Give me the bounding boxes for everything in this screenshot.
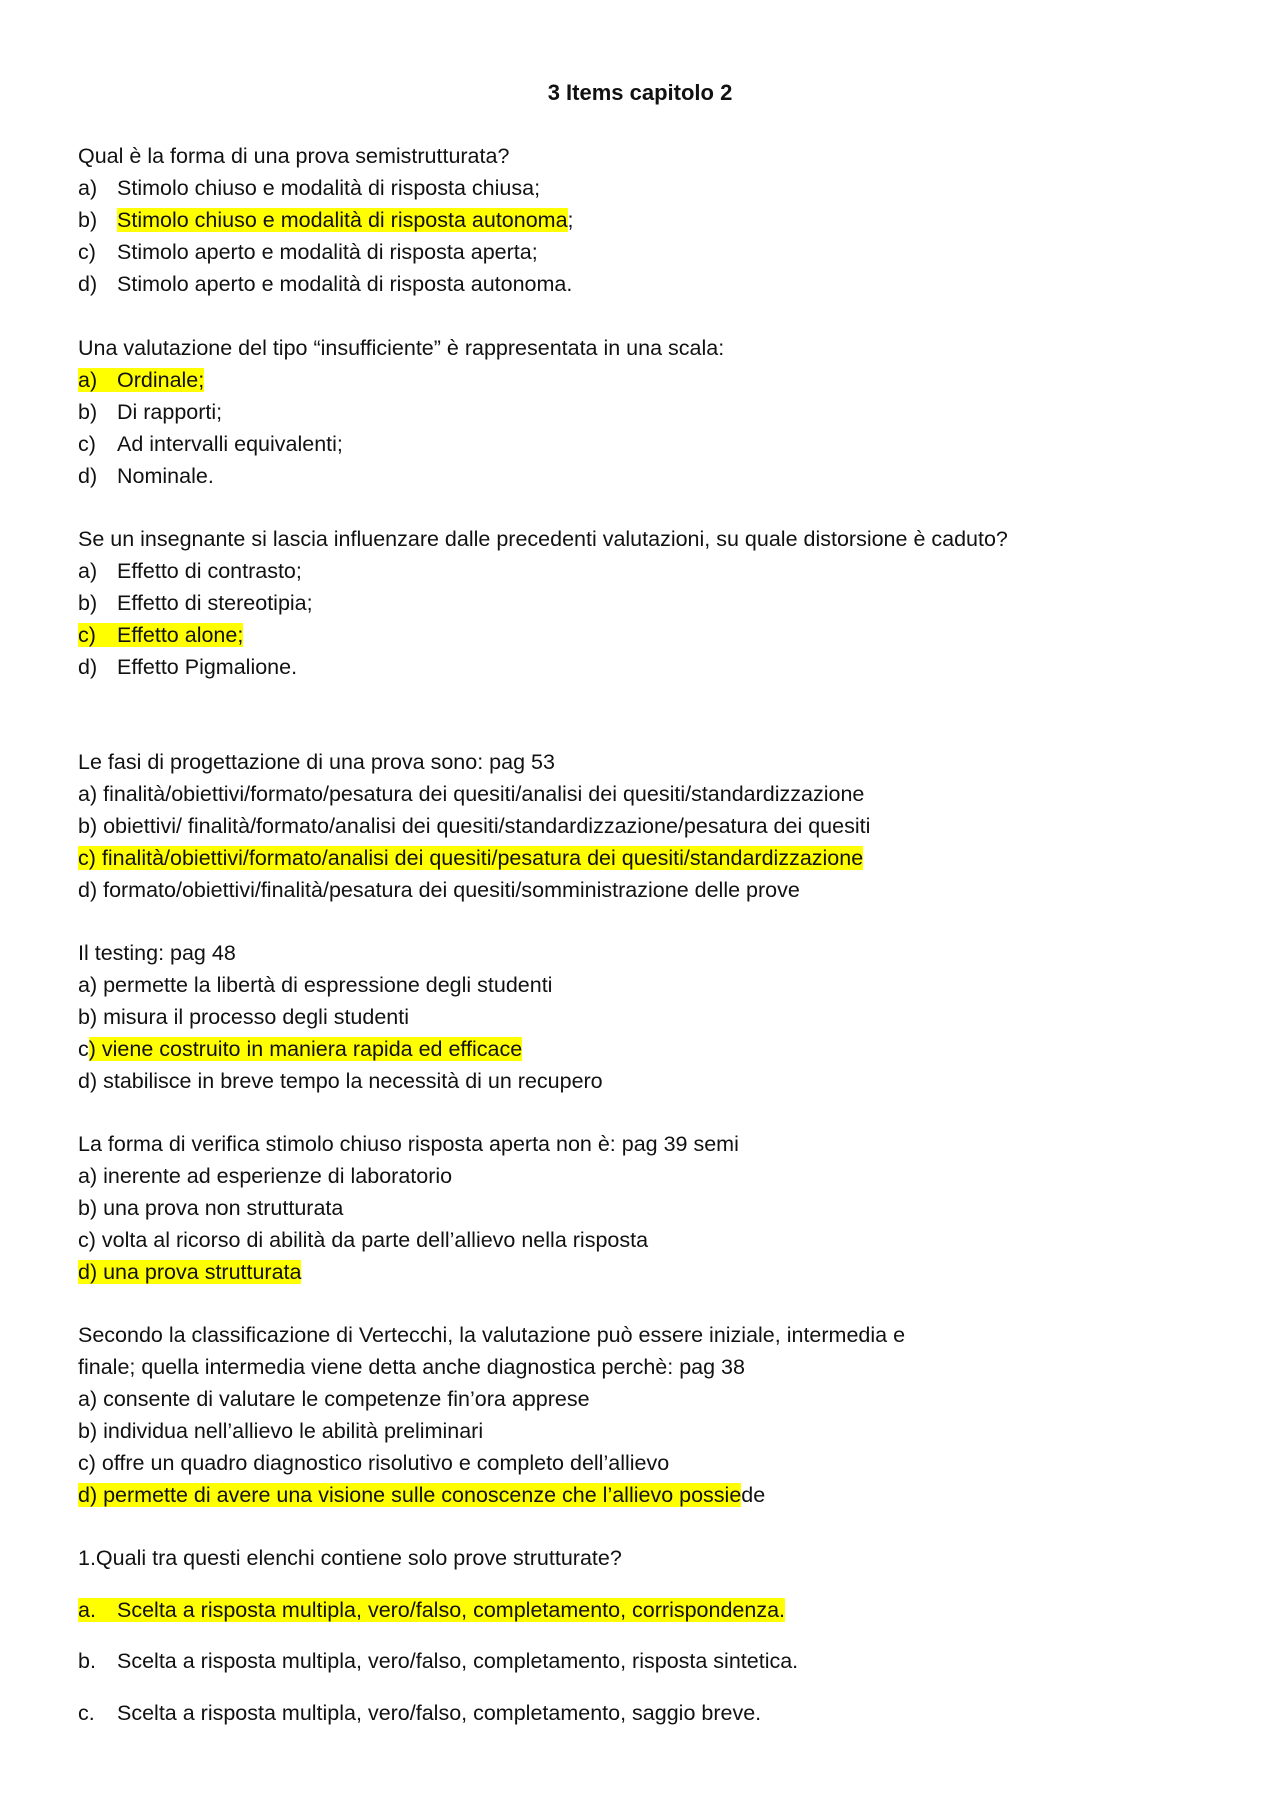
q5-option-d: d) stabilisce in breve tempo la necessità di un recupero	[78, 1069, 603, 1093]
q1-option-c: c) Stimolo aperto e modalità di risposta aperta;	[78, 240, 538, 264]
q1-option-b: b) Stimolo chiuso e modalità di risposta autonoma;	[78, 208, 574, 232]
q3-option-b: b) Effetto di stereotipia;	[78, 591, 313, 615]
answer-highlight: c) Effetto alone;	[78, 623, 244, 647]
question-2: Una valutazione del tipo “insufficiente” è rappresentata in una scala:	[78, 336, 725, 360]
q8-option-a	[78, 1594, 785, 1626]
answer-highlight: ) viene costruito in maniera rapida ed efficace	[88, 1037, 523, 1061]
q5-option-a: a) permette la libertà di espressione degli studenti	[78, 973, 553, 997]
question-1: Qual è la forma di una prova semistrutturata?	[78, 144, 510, 168]
q6-option-d	[78, 1256, 301, 1288]
q1-option-d: d) Stimolo aperto e modalità di risposta autonoma.	[78, 272, 573, 296]
q2-option-d: d) Nominale.	[78, 464, 214, 488]
q4-option-a: a) finalità/obiettivi/formato/pesatura dei quesiti/analisi dei quesiti/standardizzazione	[78, 782, 865, 806]
q8-option-b: b. Scelta a risposta multipla, vero/falso, completamento, risposta sintetica.	[78, 1649, 799, 1673]
question-5: Il testing: pag 48	[78, 941, 236, 965]
q2-option-c: c) Ad intervalli equivalenti;	[78, 432, 343, 456]
answer-highlight: a) Ordinale;	[78, 368, 205, 392]
q5-option-c: c) viene costruito in maniera rapida ed efficace	[78, 1037, 523, 1061]
question-7-line-2: finale; quella intermedia viene detta anche diagnostica perchè: pag 38	[78, 1355, 745, 1379]
answer-highlight: a. Scelta a risposta multipla, vero/falso, completamento, corrispondenza.	[78, 1598, 786, 1622]
q2-option-a	[78, 364, 204, 396]
q7-option-d: d) permette di avere una visione sulle conoscenze che l’allievo possiede	[78, 1483, 766, 1507]
question-6: La forma di verifica stimolo chiuso risposta aperta non è: pag 39 semi	[78, 1132, 739, 1156]
question-4: Le fasi di progettazione di una prova sono: pag 53	[78, 750, 555, 774]
q6-option-a: a) inerente ad esperienze di laboratorio	[78, 1164, 453, 1188]
q3-option-a: a) Effetto di contrasto;	[78, 559, 302, 583]
q4-option-c	[78, 842, 863, 874]
q6-option-c: c) volta al ricorso di abilità da parte dell’allievo nella risposta	[78, 1228, 649, 1252]
q4-option-b: b) obiettivi/ finalità/formato/analisi dei quesiti/standardizzazione/pesatura dei quesiti	[78, 814, 871, 838]
answer-highlight: d) permette di avere una visione sulle conoscenze che l’allievo possie	[78, 1483, 742, 1507]
q4-option-d: d) formato/obiettivi/finalità/pesatura dei quesiti/somministrazione delle prove	[78, 878, 800, 902]
q8-option-c: c. Scelta a risposta multipla, vero/falso, completamento, saggio breve.	[78, 1701, 762, 1725]
q7-option-c: c) offre un quadro diagnostico risolutivo e completo dell’allievo	[78, 1451, 670, 1475]
q7-option-b: b) individua nell’allievo le abilità preliminari	[78, 1419, 484, 1443]
question-8: 1.Quali tra questi elenchi contiene solo prove strutturate?	[78, 1546, 622, 1570]
document-title: 3 Items capitolo 2	[547, 80, 733, 105]
answer-highlight: c) finalità/obiettivi/formato/analisi dei quesiti/pesatura dei quesiti/standardizzazione	[78, 846, 864, 870]
q7-option-a: a) consente di valutare le competenze fin’ora apprese	[78, 1387, 590, 1411]
q2-option-b: b) Di rapporti;	[78, 400, 223, 424]
q3-option-d: d) Effetto Pigmalione.	[78, 655, 298, 679]
q5-option-b: b) misura il processo degli studenti	[78, 1005, 410, 1029]
q6-option-b: b) una prova non strutturata	[78, 1196, 344, 1220]
q3-option-c	[78, 619, 243, 651]
question-7-line-1: Secondo la classificazione di Vertecchi, la valutazione può essere iniziale, intermedia e	[78, 1323, 906, 1347]
answer-highlight: d) una prova strutturata	[78, 1260, 302, 1284]
q1-option-a: a) Stimolo chiuso e modalità di risposta chiusa;	[78, 176, 541, 200]
question-3: Se un insegnante si lascia influenzare dalle precedenti valutazioni, su quale distorsione è caduto?	[78, 527, 1008, 551]
answer-highlight: Stimolo chiuso e modalità di risposta autonoma	[117, 208, 568, 232]
